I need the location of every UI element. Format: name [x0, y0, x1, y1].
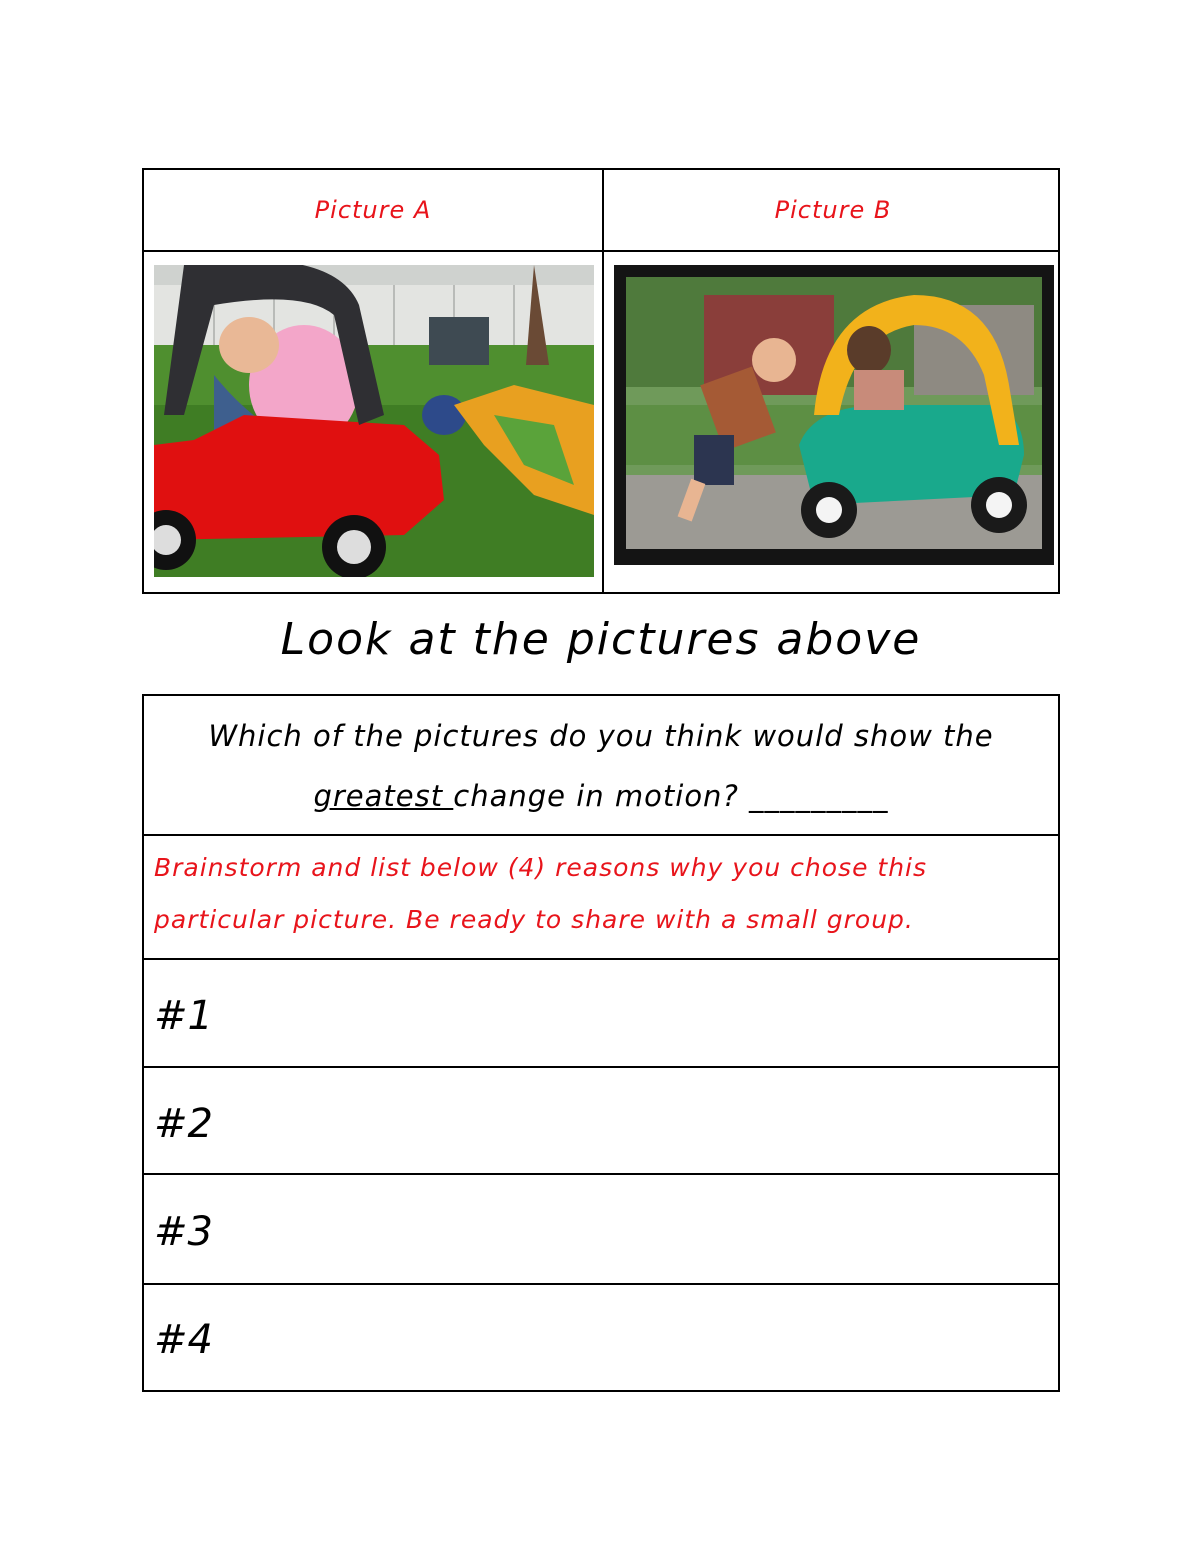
divider-3 — [144, 1066, 1058, 1068]
divider-1 — [144, 834, 1058, 836]
reason-2-label: #2 — [154, 1101, 213, 1147]
divider-2 — [144, 958, 1058, 960]
reason-4-label: #4 — [154, 1317, 213, 1363]
question-text — [144, 706, 1058, 826]
picture-b-label: Picture B — [774, 196, 892, 224]
brainstorm-line-1: Brainstorm and list below (4) reasons why you chose this — [154, 853, 928, 882]
divider-5 — [144, 1283, 1058, 1285]
question-line-2 — [144, 766, 1058, 826]
picture-a-photo — [154, 265, 594, 577]
column-divider — [602, 170, 604, 592]
reason-3-label: #3 — [154, 1209, 213, 1255]
brainstorm-instructions — [154, 842, 1044, 946]
brainstorm-line-2: particular picture. Be ready to share with a small group. — [154, 905, 914, 934]
picture-b-photo — [614, 265, 1054, 565]
question-line-1: Which of the pictures do you think would show the — [208, 719, 994, 753]
divider-bottom — [144, 1390, 1058, 1392]
question-underlined-word: greatest — [313, 779, 454, 813]
picture-a-label: Picture A — [314, 196, 432, 224]
question-table — [142, 694, 1060, 1392]
row-divider — [144, 250, 1058, 252]
question-line-2-rest: change in motion? _________ — [453, 779, 889, 813]
picture-table — [142, 168, 1060, 594]
page-heading: Look at the pictures above — [280, 614, 922, 665]
divider-4 — [144, 1173, 1058, 1175]
reason-1-label: #1 — [154, 993, 213, 1039]
